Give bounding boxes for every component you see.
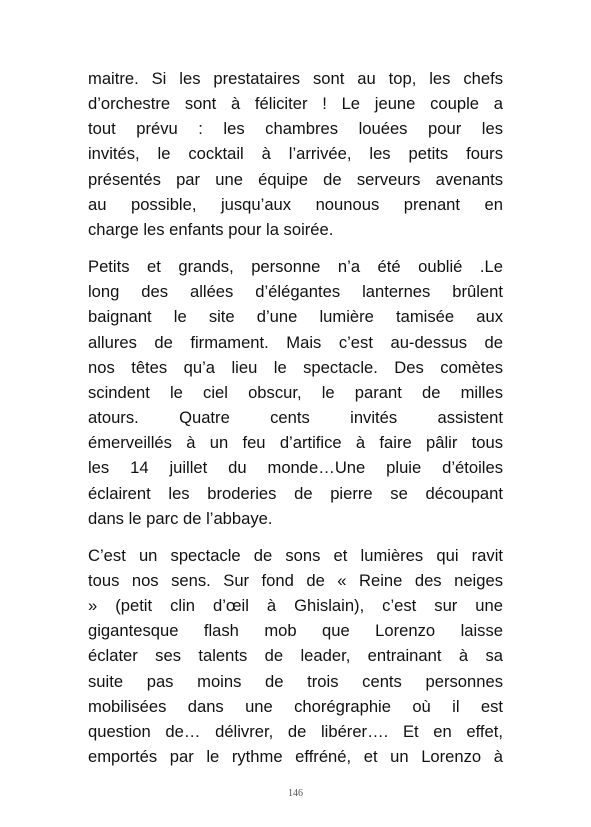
text-line: nos têtes qu’a lieu le spectacle. Des comètes: [88, 357, 503, 377]
text-line: émerveillés à un feu d’artifice à faire pâlir tous: [88, 433, 503, 453]
text-line: éclairent les broderies de pierre se découpant: [88, 483, 503, 503]
text-line: Petits et grands, personne n’a été oublié .Le: [88, 257, 503, 277]
text-line: d’orchestre sont à féliciter ! Le jeune couple a: [88, 94, 503, 114]
paragraph-3: [88, 543, 503, 769]
text-line: suite pas moins de trois cents personnes: [88, 671, 503, 691]
text-line: éclater ses talents de leader, entrainant à sa: [88, 646, 503, 666]
page-number: 146: [288, 788, 303, 799]
text-line: allures de firmament. Mais c’est au-dessus de: [88, 332, 503, 352]
text-line: baignant le site d’une lumière tamisée aux: [88, 307, 503, 327]
text-line: dans le parc de l’abbaye.: [88, 508, 273, 528]
text-line: présentés par une équipe de serveurs avenants: [88, 169, 503, 189]
paragraph-2: [88, 254, 503, 531]
text-line: » (petit clin d’œil à Ghislain), c’est sur une: [88, 596, 503, 616]
text-line: atours. Quatre cents invités assistent: [88, 408, 503, 428]
text-line: emportés par le rythme effréné, et un Lorenzo à: [88, 747, 503, 767]
text-line: tous nos sens. Sur fond de « Reine des neiges: [88, 570, 503, 590]
paragraph-1: [88, 66, 503, 242]
text-line: les 14 juillet du monde…Une pluie d’étoiles: [88, 458, 503, 478]
text-line: mobilisées dans une chorégraphie où il est: [88, 696, 503, 716]
text-line: au possible, jusqu’aux nounous prenant en: [88, 194, 503, 214]
document-page: [88, 66, 503, 781]
text-line: invités, le cocktail à l’arrivée, les petits fours: [88, 144, 503, 164]
text-line: tout prévu : les chambres louées pour les: [88, 119, 503, 139]
text-line: maitre. Si les prestataires sont au top, les chefs: [88, 69, 503, 88]
text-line: scindent le ciel obscur, le parant de milles: [88, 382, 503, 402]
text-line: question de… délivrer, de libérer…. Et en effet,: [88, 721, 503, 741]
text-line: gigantesque flash mob que Lorenzo laisse: [88, 621, 503, 641]
text-line: long des allées d’élégantes lanternes brûlent: [88, 282, 503, 302]
text-line: C’est un spectacle de sons et lumières qui ravit: [88, 545, 503, 565]
text-line: charge les enfants pour la soirée.: [88, 219, 334, 239]
